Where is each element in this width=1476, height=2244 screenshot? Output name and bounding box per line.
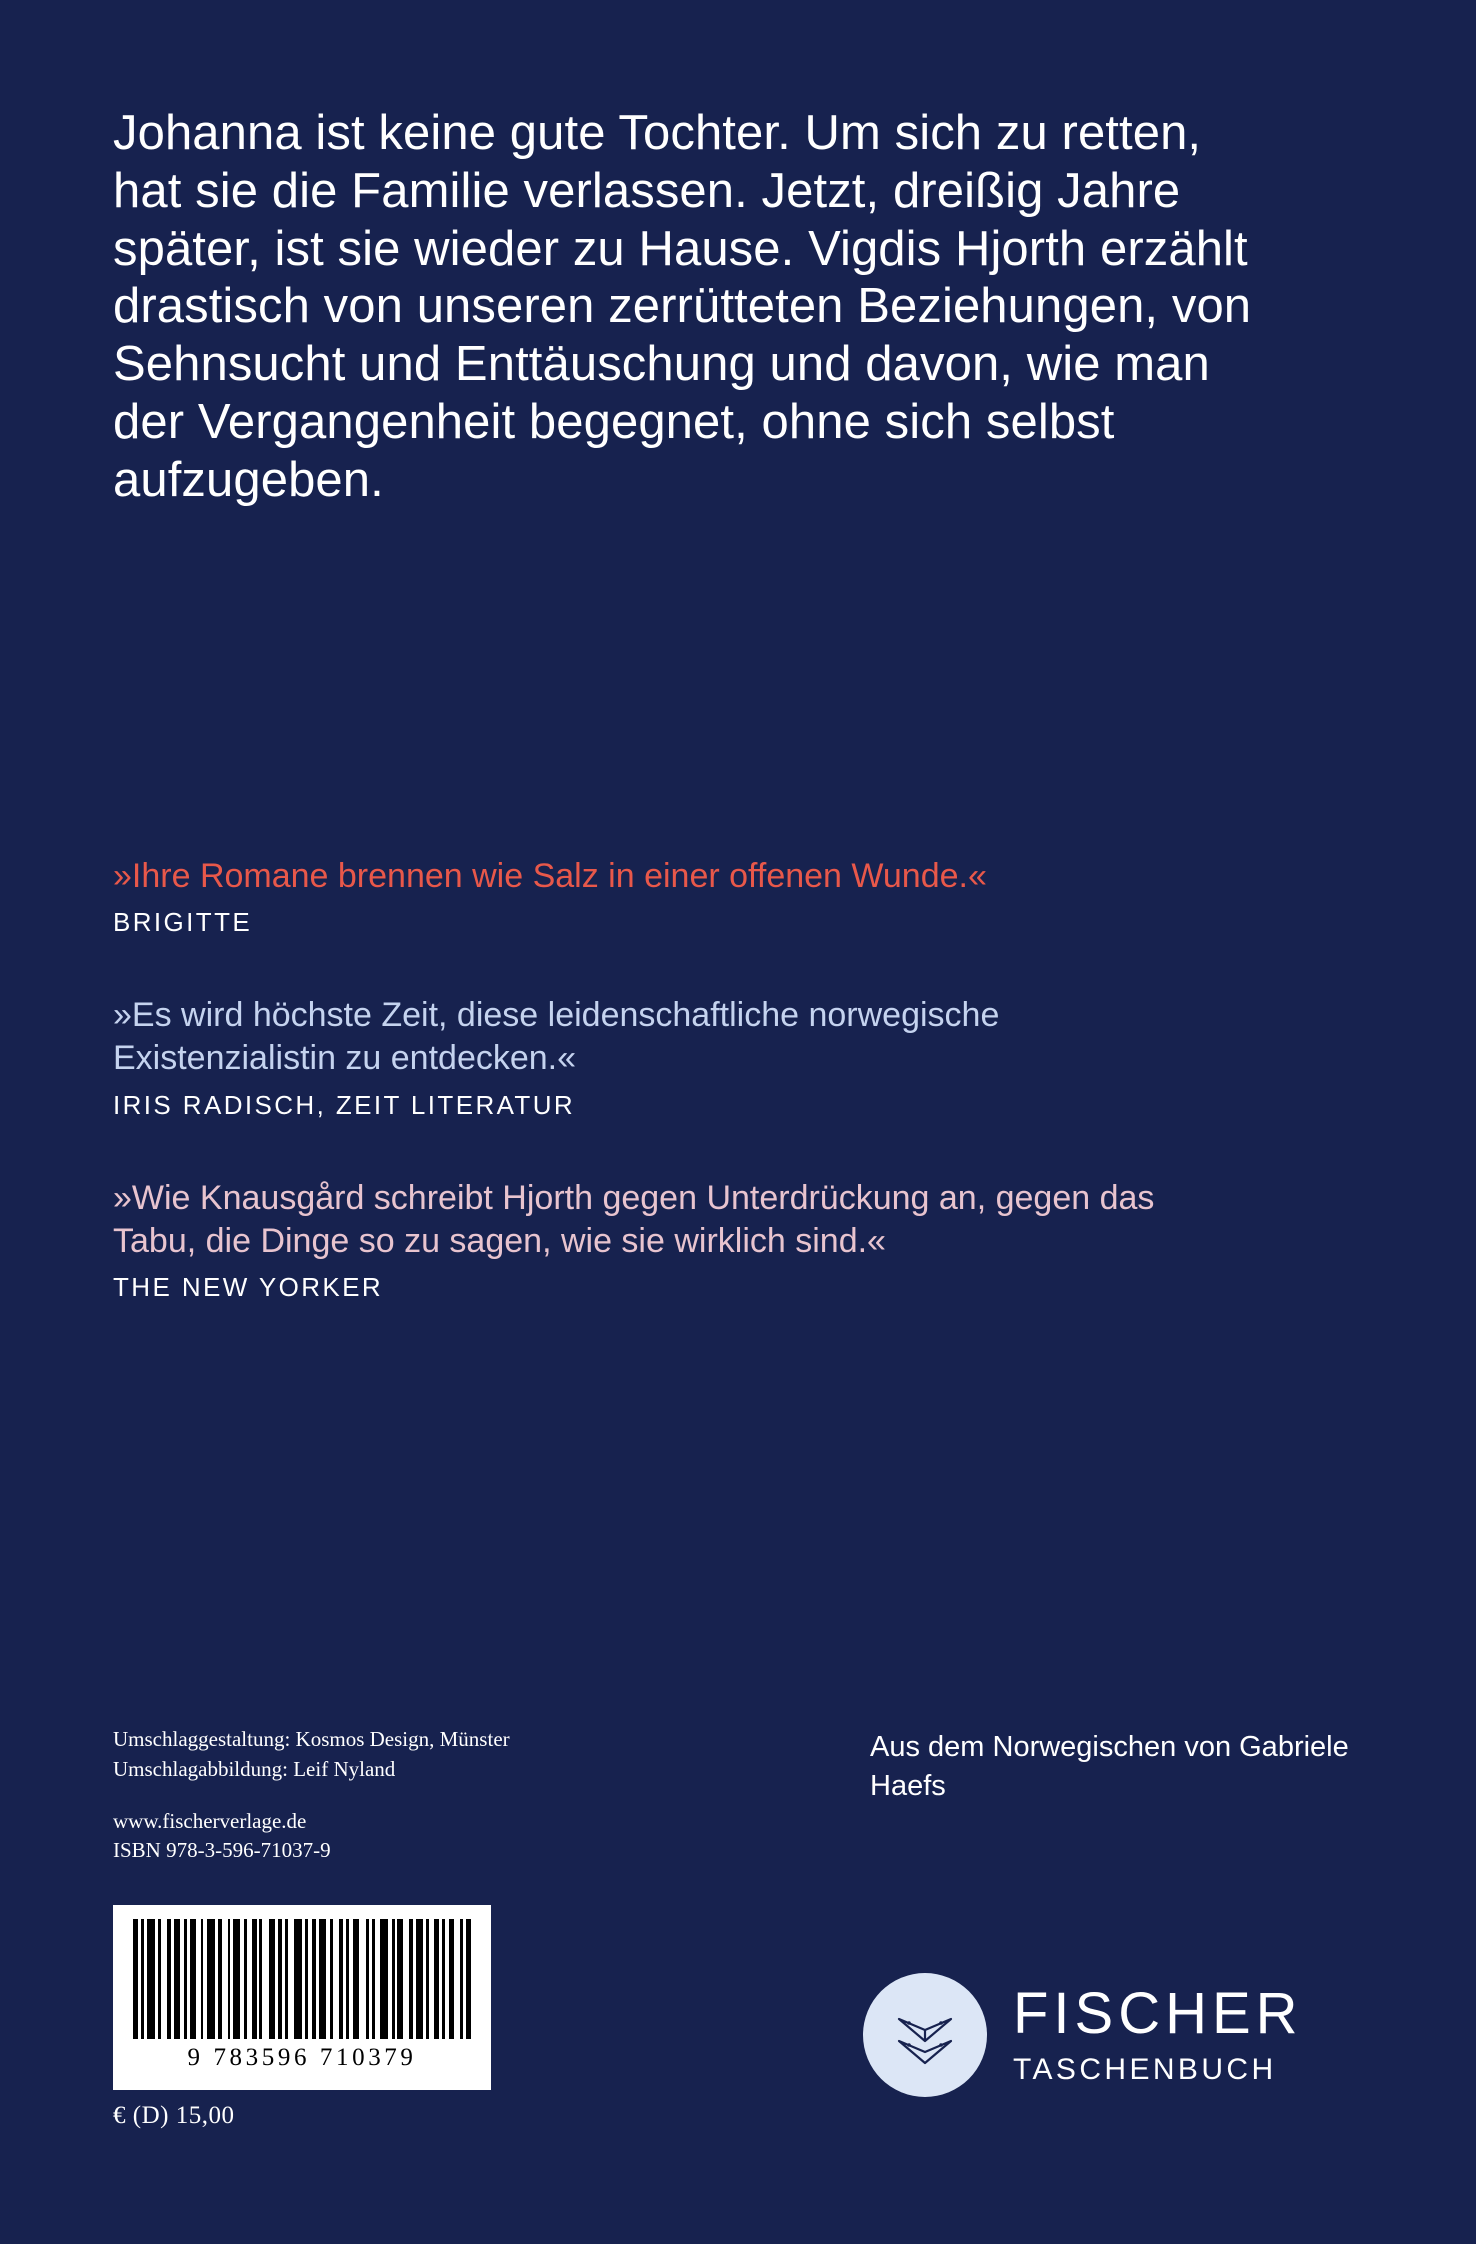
fischer-fish-icon [863,1973,987,2097]
isbn: ISBN 978-3-596-71037-9 [113,1838,331,1863]
quote-text: »Ihre Romane brennen wie Salz in einer offenen Wunde.« [113,857,987,895]
ean-barcode [113,1905,491,2090]
imprint-block [113,1725,733,1866]
quote-block-zeit [113,994,1213,1120]
quotes-section [113,855,1213,1303]
price-label: € (D) 15,00 [113,2102,235,2129]
quote-source: IRIS RADISCH, ZEIT LITERATUR [113,1089,576,1120]
publisher-imprint: TASCHENBUCH [1013,2053,1277,2086]
barcode-area [113,1905,491,2130]
publisher-name-block [1013,1981,1303,2086]
cover-design-credit: Umschlaggestaltung: Kosmos Design, Münster [113,1727,510,1751]
quote-block-new-yorker [113,1177,1213,1303]
publisher-name: FISCHER [1013,1981,1303,2046]
blurb-text: Johanna ist keine gute Tochter. Um sich zu retten, hat sie die Familie verlassen. Jetzt, dreißig Jahre später, ist sie wieder zu Hause. Vigdis Hjorth erzählt drastisch von unseren zerrütteten Beziehungen, von Sehnsucht und Enttäuschung und davon, wie man der Vergangenheit begegnet, ohne sich selbst aufzugeben. [113,106,1252,507]
quote-source: BRIGITTE [113,907,253,938]
publisher-website[interactable]: www.fischerverlage.de [113,1808,307,1833]
cover-image-credit: Umschlagabbildung: Leif Nyland [113,1756,396,1781]
quote-source: THE NEW YORKER [113,1271,384,1302]
quote-text: »Wie Knausgård schreibt Hjorth gegen Unterdrückung an, gegen das Tabu, die Dinge so zu sagen, wie sie wirklich sind.« [113,1178,1155,1260]
translator-credit: Aus dem Norwegischen von Gabriele Haefs [870,1731,1349,1802]
publisher-logo [863,1973,1303,2097]
barcode-bars [133,1919,471,2039]
quote-block-brigitte [113,855,1213,938]
quote-text: »Es wird höchste Zeit, diese leidenschaftliche norwegische Existenzialistin zu entdecken.« [113,996,1000,1078]
spacer [113,1785,733,1807]
barcode-digits: 9 783596 710379 [187,2044,417,2071]
